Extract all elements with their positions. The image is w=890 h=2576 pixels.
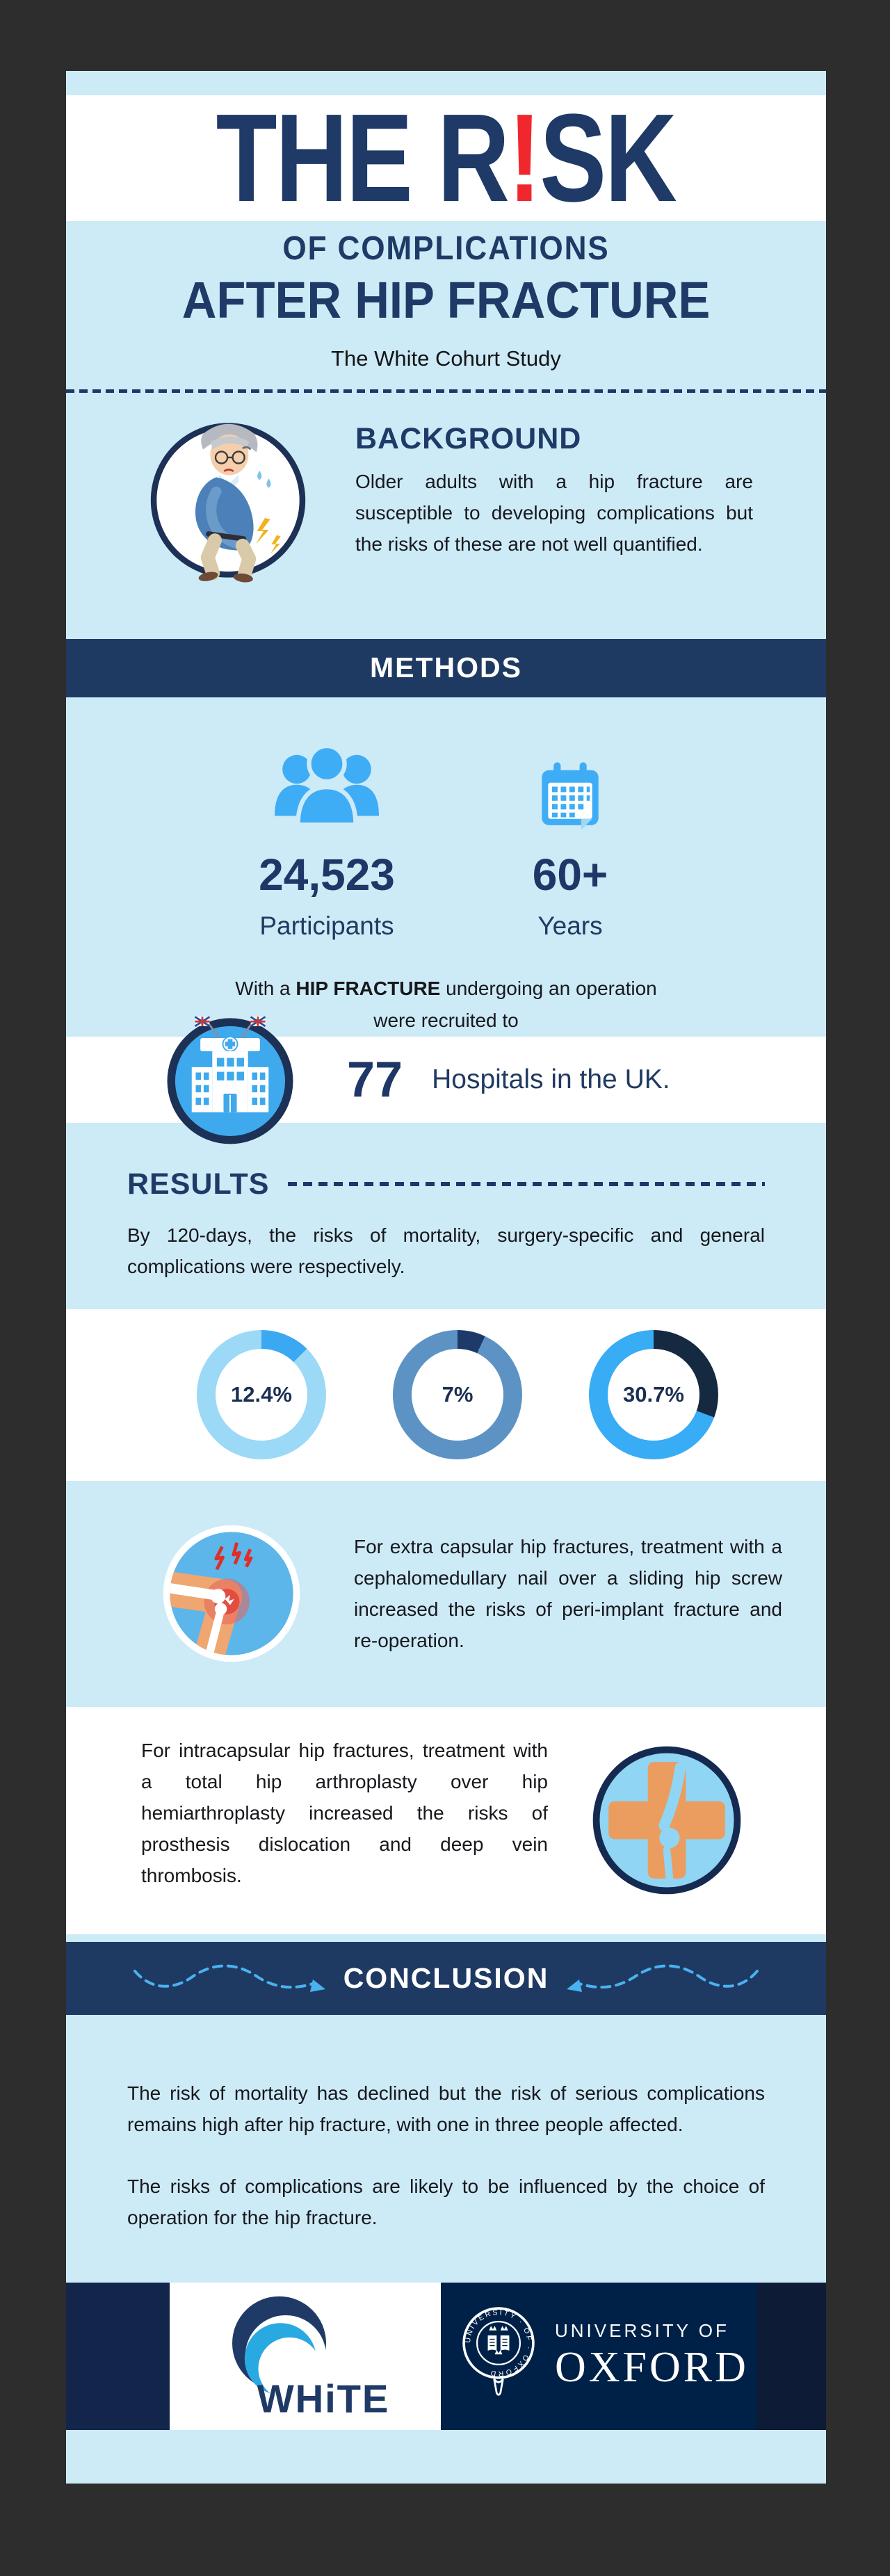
donut-hole xyxy=(608,1349,699,1441)
methods-stats xyxy=(66,735,826,941)
methods-body xyxy=(66,735,826,1037)
subtitle-line-1: OF COMPLICATIONS xyxy=(282,230,610,267)
subtitle-line-2: AFTER HIP FRACTURE xyxy=(181,270,711,329)
infographic-card xyxy=(66,71,826,2484)
crest-ring-text: UNIVERSITY · OF · OXFORD xyxy=(464,2308,533,2377)
results-heading: RESULTS xyxy=(127,1167,270,1201)
hospitals-band xyxy=(66,1037,826,1123)
subtitle-block xyxy=(66,221,826,393)
conclusion-arrow-left-icon xyxy=(131,1953,339,2003)
hip-prosthesis-icon xyxy=(585,1739,748,1902)
white-trial-logo-icon xyxy=(201,2291,410,2422)
background-heading: BACKGROUND xyxy=(355,421,582,455)
footer-right-strip xyxy=(756,2283,826,2430)
years-value: 60+ xyxy=(532,849,608,900)
hospitals-count: 77 xyxy=(347,1051,403,1108)
methods-bar xyxy=(66,639,826,697)
recruit-line2: were recruited to xyxy=(373,1009,519,1031)
bottom-strip xyxy=(66,2430,826,2444)
finding-text-extracapsular: For extra capsular hip fractures, treatment with a cephalomedullary nail over a sliding hip screw increased the risks of peri-implant fracture and re-operation. xyxy=(354,1536,782,1652)
recruit-prefix: With a xyxy=(235,977,296,999)
recruit-suffix: undergoing an operation xyxy=(440,977,657,999)
study-name: The White Cohurt Study xyxy=(331,346,561,371)
title-band xyxy=(66,88,826,228)
finding-extracapsular xyxy=(66,1481,826,1707)
donut-label-surgery-specific: 7% xyxy=(442,1382,474,1407)
calendar-icon xyxy=(534,759,606,834)
methods-heading: METHODS xyxy=(370,651,522,684)
conclusion-section xyxy=(66,2015,826,2283)
recruit-bold: HIP FRACTURE xyxy=(296,977,441,999)
stat-participants xyxy=(198,735,455,941)
donut-label-general: 30.7% xyxy=(623,1382,684,1407)
oxford-crest-icon xyxy=(458,2301,540,2412)
oxford-university-of: UNIVERSITY OF xyxy=(555,2319,729,2341)
finding-intracapsular xyxy=(66,1707,826,1934)
fractured-hip-icon xyxy=(158,1520,305,1667)
conclusion-arrow-right-icon xyxy=(553,1953,761,2003)
mid-strip xyxy=(66,1934,826,1942)
participants-label: Participants xyxy=(259,911,394,940)
white-logo xyxy=(170,2283,441,2430)
years-label: Years xyxy=(537,911,603,940)
results-intro: By 120-days, the risks of mortality, surgery-specific and general complications were respectively. xyxy=(127,1224,765,1277)
hospital-uk-icon xyxy=(161,1010,300,1149)
people-icon xyxy=(266,740,388,834)
title-part2: SK xyxy=(540,88,676,228)
finding-text-intracapsular: For intracapsular hip fractures, treatment with a total hip arthroplasty over hip hemiarthroplasty increased the risks of prosthesis dislocation and deep vein thrombosis. xyxy=(141,1739,548,1886)
oxford-wordmark xyxy=(555,2320,749,2392)
conclusion-bar xyxy=(66,1942,826,2015)
stat-years xyxy=(455,735,685,941)
old-man-hip-pain-icon xyxy=(143,403,314,585)
donut-chart-mortality xyxy=(197,1330,326,1459)
title-part1: THE R xyxy=(216,88,509,228)
footer xyxy=(66,2283,826,2430)
page-title xyxy=(216,88,676,228)
results-section xyxy=(66,1123,826,1309)
donut-chart-general xyxy=(589,1330,718,1459)
title-exclamation: ! xyxy=(508,88,540,228)
results-divider xyxy=(288,1182,766,1186)
conclusion-paragraph-2: The risks of complications are likely to be influenced by the choice of operation for the hip fracture. xyxy=(127,2175,765,2228)
oxford-name: OXFORD xyxy=(555,2343,749,2391)
donut-hole xyxy=(216,1349,307,1441)
white-logo-text: WHiTE xyxy=(257,2376,390,2421)
background-text: Older adults with a hip fracture are susceptible to developing complications but the risks of these are not well quantified. xyxy=(355,470,753,555)
hospitals-label: Hospitals in the UK. xyxy=(432,1064,670,1094)
donut-label-mortality: 12.4% xyxy=(231,1382,292,1407)
donut-chart-band xyxy=(66,1309,826,1481)
conclusion-paragraph-1: The risk of mortality has declined but the risk of serious complications remains high after hip fracture, with one in three people affected. xyxy=(127,2082,765,2135)
oxford-logo xyxy=(441,2283,756,2430)
donut-chart-surgery-specific xyxy=(393,1330,522,1459)
donut-hole xyxy=(412,1349,503,1441)
participants-value: 24,523 xyxy=(259,849,395,900)
background-section xyxy=(66,393,826,639)
conclusion-heading: CONCLUSION xyxy=(343,1961,549,1994)
background-text-block xyxy=(355,422,753,639)
